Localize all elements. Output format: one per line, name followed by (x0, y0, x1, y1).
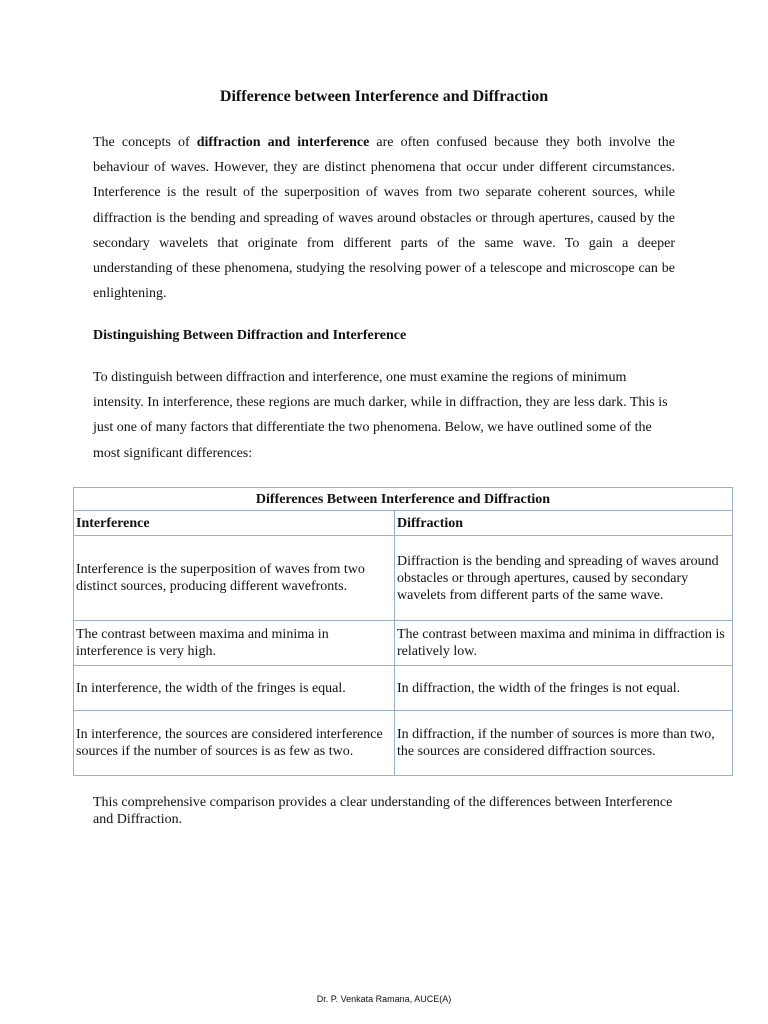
table-row (74, 711, 733, 776)
table-cell-diffraction: The contrast between maxima and minima in diffraction is relatively low. (395, 621, 733, 666)
table-cell-interference: In interference, the sources are considered interference sources if the number of sources is as few as two. (74, 711, 395, 776)
table-cell-diffraction: Diffraction is the bending and spreading of waves around obstacles or through apertures, caused by secondary wavelets from different parts of the same wave. (395, 536, 733, 621)
table-caption: Differences Between Interference and Diffraction (74, 488, 733, 511)
differences-table (73, 487, 733, 776)
page-title: Difference between Interference and Diffraction (219, 88, 549, 105)
table-header-interference: Interference (74, 511, 395, 536)
intro-bold-terms: diffraction and interference (196, 135, 370, 150)
conclusion-paragraph: This comprehensive comparison provides a clear understanding of the differences between Interference and Diffraction. (93, 795, 673, 827)
table-cell-interference: Interference is the superposition of waves from two distinct sources, producing different wavefronts. (74, 536, 395, 621)
page-footer: Dr. P. Venkata Ramana, AUCE(A) (316, 994, 452, 1004)
table-cell-interference: The contrast between maxima and minima in interference is very high. (74, 621, 395, 666)
table-cell-diffraction: In diffraction, the width of the fringes is not equal. (395, 666, 733, 711)
table-row (74, 666, 733, 711)
table-header-diffraction: Diffraction (395, 511, 733, 536)
intro-paragraph (93, 130, 675, 306)
intro-rest: are often confused because they both involve the behaviour of waves. However, they are distinct phenomena that occur under different circumstances. Interference is the result of the superposition of waves from two separate coherent sources, while diffraction is the bending and spreading of waves around obstacles or through apertures, caused by the secondary wavelets that originate from different parts of the same wave. To gain a deeper understanding of these phenomena, studying the resolving power of a telescope and microscope can be enlightening. (93, 135, 675, 302)
table-cell-diffraction: In diffraction, if the number of sources is more than two, the sources are considered diffraction sources. (395, 711, 733, 776)
distinguish-paragraph: To distinguish between diffraction and interference, one must examine the regions of minimum intensity. In interference, these regions are much darker, while in diffraction, they are less dark. This is just one of many factors that differentiate the two phenomena. Below, we have outlined some of the most significant differences: (93, 370, 668, 461)
table-cell-interference: In interference, the width of the fringes is equal. (74, 666, 395, 711)
intro-lead: The concepts of (93, 135, 197, 150)
table-row (74, 536, 733, 621)
section-subheading: Distinguishing Between Diffraction and Interference (93, 328, 407, 343)
table-row (74, 621, 733, 666)
